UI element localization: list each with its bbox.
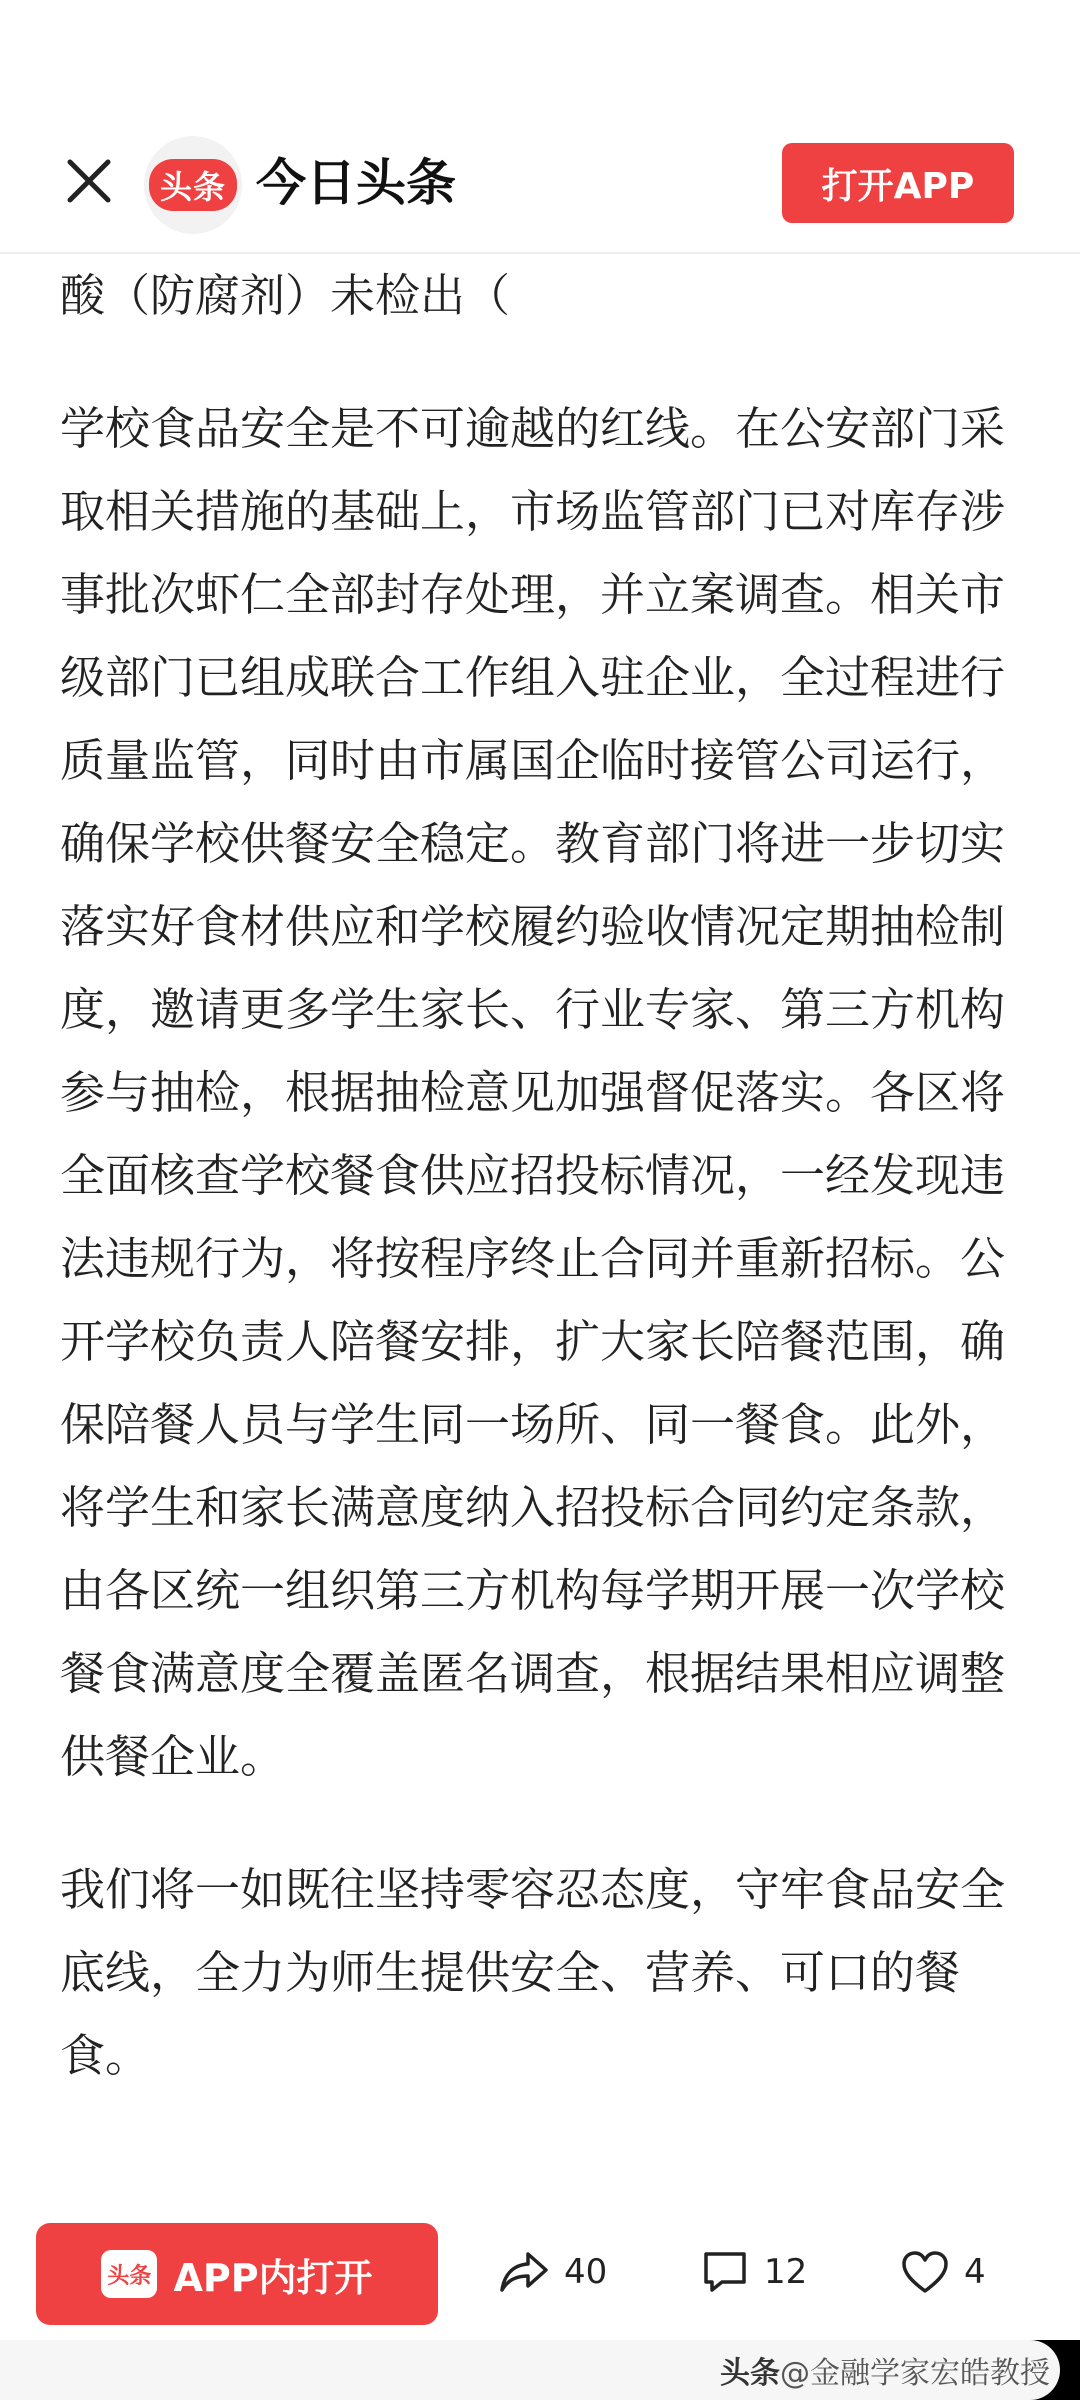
article-paragraph: 酸（防腐剂）未检出（ — [60, 269, 511, 322]
share-count: 40 — [564, 2252, 608, 2292]
share-icon — [498, 2248, 550, 2296]
like-button[interactable] — [900, 2236, 986, 2308]
watermark-author: @金融学家宏皓教授 — [780, 2356, 1050, 2391]
share-button[interactable] — [498, 2236, 607, 2308]
toutiao-logo — [144, 136, 242, 234]
open-in-app-button[interactable] — [36, 2223, 438, 2325]
article-paragraph: 学校食品安全是不可逾越的红线。在公安部门采取相关措施的基础上，市场监管部门已对库存涉事批次虾仁全部封存处理，并立案调查。相关市级部门已组成联合工作组入驻企业，全过程进行质量监管，同时由市属国企临时接管公司运行，确保学校供餐安全稳定。教育部门将进一步切实落实好食材供应和学校履约验收情况定期抽检制度，邀请更多学生家长、行业专家、第三方机构参与抽检，根据抽检意见加强督促落实。各区将全面核查学校餐食供应招投标情况，一经发现违法违规行为，将按程序终止合同并重新招标。公开学校负责人陪餐安排，扩大家长陪餐范围，确保陪餐人员与学生同一场所、同一餐食。此外，将学生和家长满意度纳入招投标合同约定条款，由各区统一组织第三方机构每学期开展一次学校餐食满意度全覆盖匿名调查，根据结果相应调整供餐企业。 — [60, 402, 1006, 1783]
open-app-button[interactable]: 打开APP — [782, 143, 1014, 223]
logo-text: 头条 — [149, 159, 237, 211]
footer-strip — [0, 2340, 1080, 2400]
watermark-logo: 头条 — [720, 2356, 780, 2391]
close-icon[interactable] — [64, 156, 114, 206]
heart-icon — [900, 2249, 950, 2295]
comment-icon — [700, 2248, 750, 2296]
comment-button[interactable] — [700, 2236, 807, 2308]
article-paragraph: 我们将一如既往坚持零容忍态度，守牢食品安全底线，全力为师生提供安全、营养、可口的餐食。 — [60, 1863, 1006, 2082]
top-header — [0, 0, 1080, 254]
open-in-app-label: APP内打开 — [173, 2255, 373, 2300]
brand-name: 今日头条 — [256, 154, 456, 212]
like-count: 4 — [964, 2252, 986, 2292]
watermark — [720, 2348, 1050, 2392]
toutiao-mini-logo: 头条 — [101, 2250, 157, 2298]
article-body — [60, 254, 1020, 2097]
bottom-action-bar — [0, 2210, 1080, 2330]
comment-count: 12 — [764, 2252, 808, 2292]
close-button[interactable] — [58, 150, 120, 212]
